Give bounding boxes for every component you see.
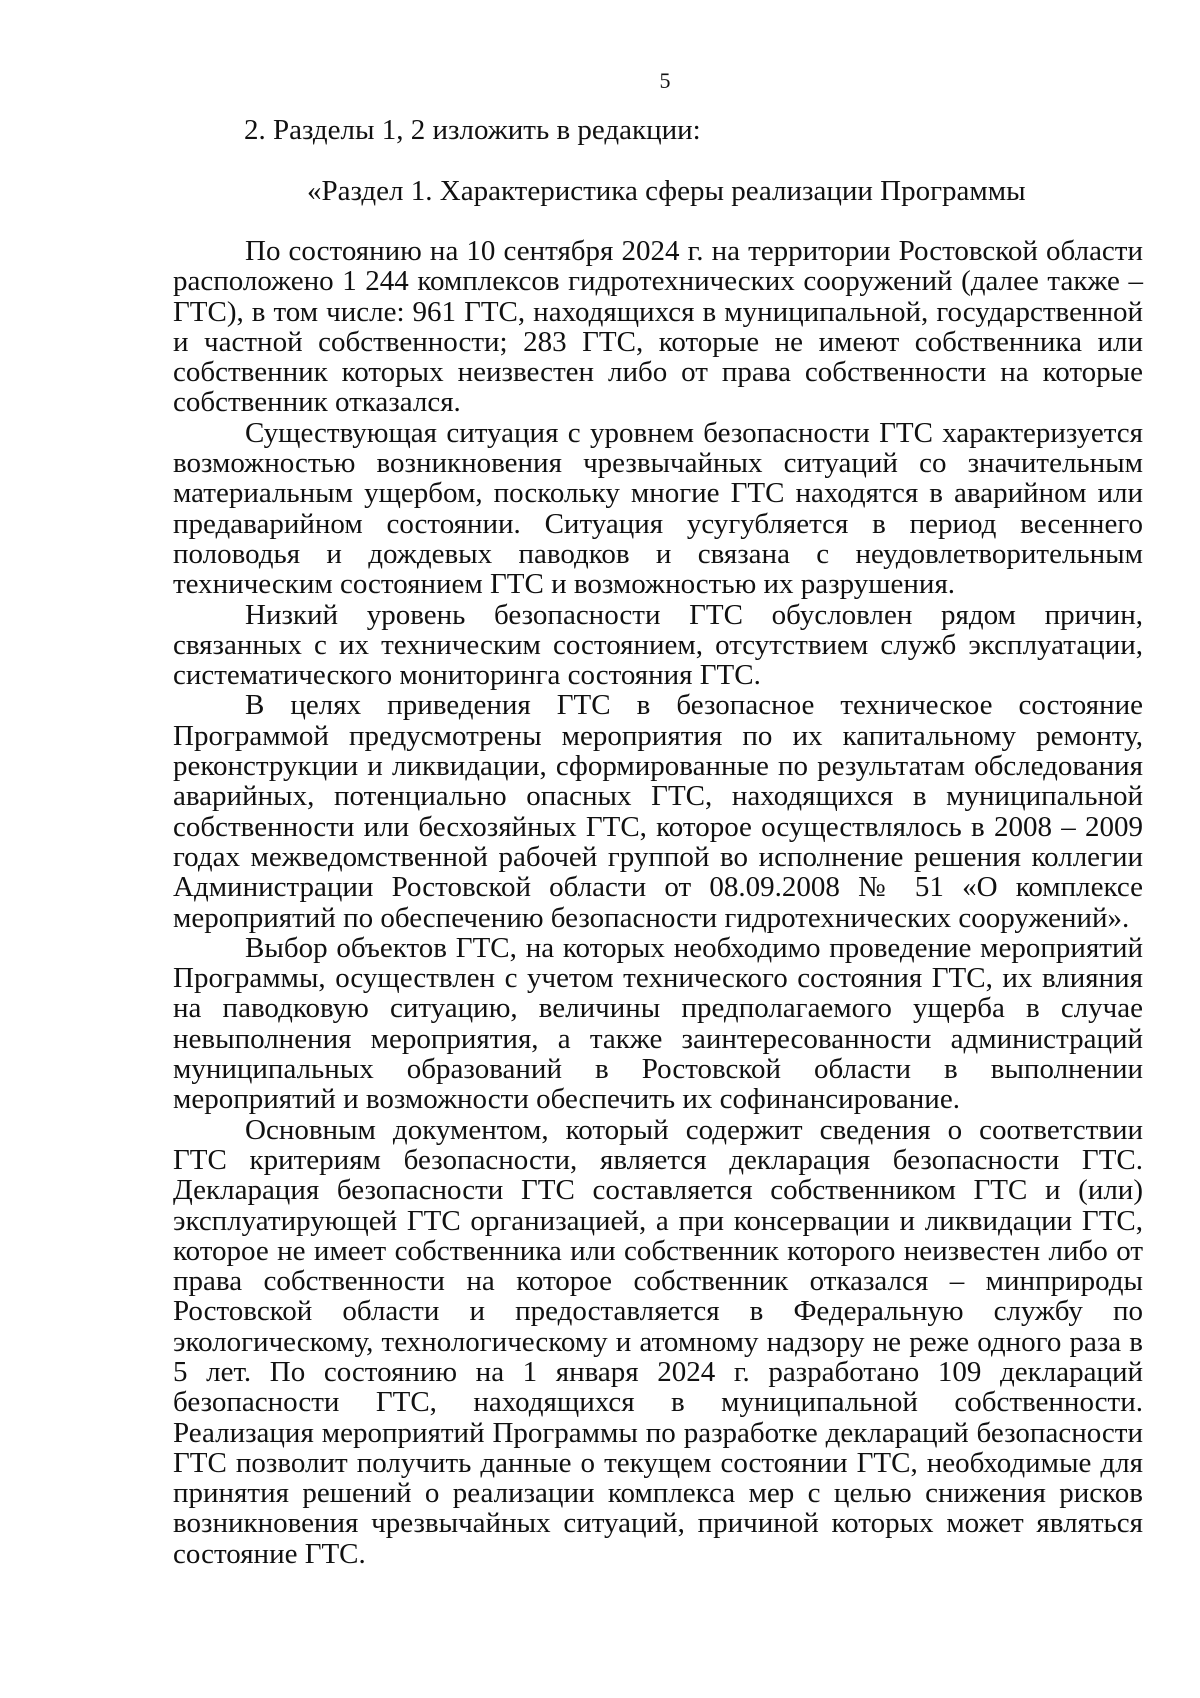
paragraph: Существующая ситуация с уровнем безопасности ГТС характеризуется возможностью возникновения чрезвычайных ситуаций со значительным материальным ущербом, поскольку многие ГТС находятся в аварийном или предаварийном состоянии. Ситуация усугубляется в период весеннего половодья и дождевых паводков и связана с неудовлетворительным техническим состоянием ГТС и возможностью их разрушения. — [173, 416, 1143, 601]
amendment-intro: 2. Разделы 1, 2 изложить в редакции: — [244, 114, 701, 146]
page-number: 5 — [659, 68, 671, 93]
section-body — [173, 236, 1143, 1569]
paragraph: В целях приведения ГТС в безопасное техническое состояние Программой предусмотрены мероприятия по их капитальному ремонту, реконструкции и ликвидации, сформированные по результатам обследования аварийных, потенциально опасных ГТС, находящихся в муниципальной собственности или бесхозяйных ГТС, которое осуществлялось в 2008 – 2009 годах межведомственной рабочей группой во исполнение решения коллегии Администрации Ростовской области от 08.09.2008 № 51 «О комплексе мероприятий по обеспечению безопасности гидротехнических сооружений». — [173, 689, 1143, 934]
paragraph: Основным документом, который содержит сведения о соответствии ГТС критериям безопасности, является декларация безопасности ГТС. Декларация безопасности ГТС составляется собственником ГТС и (или) эксплуатирующей ГТС организацией, а при консервации и ликвидации ГТС, которое не имеет собственника или собственник которого неизвестен либо от права собственности на которое собственник отказался – минприроды Ростовской области и предоставляется в Федеральную службу по экологическому, технологическому и атомному надзору не реже одного раза в 5 лет. По состоянию на 1 января 2024 г. разработано 109 деклараций безопасности ГТС, находящихся в муниципальной собственности. Реализация мероприятий Программы по разработке деклараций безопасности ГТС позволит получить данные о текущем состоянии ГТС, необходимые для принятия решений о реализации комплекса мер с целью снижения рисков возникновения чрезвычайных ситуаций, причиной которых может являться состояние ГТС. — [173, 1113, 1143, 1570]
paragraph: По состоянию на 10 сентября 2024 г. на территории Ростовской области расположено 1 244 комплексов гидротехнических сооружений (далее также – ГТС), в том числе: 961 ГТС, находящихся в муниципальной, государственной и частной собственности; 283 ГТС, которые не имеют собственника или собственник которых неизвестен либо от права собственности на которые собственник отказался. — [173, 235, 1143, 419]
paragraph: Выбор объектов ГТС, на которых необходимо проведение мероприятий Программы, осуществлен с учетом технического состояния ГТС, их влияния на паводковую ситуацию, величины предполагаемого ущерба в случае невыполнения мероприятия, а также заинтересованности администраций муниципальных образований в Ростовской области в выполнении мероприятий и возможности обеспечить их софинансирование. — [173, 931, 1143, 1116]
section-title: «Раздел 1. Характеристика сферы реализации Программы — [307, 175, 1026, 207]
paragraph: Низкий уровень безопасности ГТС обусловлен рядом причин, связанных с их техническим состоянием, отсутствием служб эксплуатации, систематического мониторинга состояния ГТС. — [173, 598, 1143, 692]
